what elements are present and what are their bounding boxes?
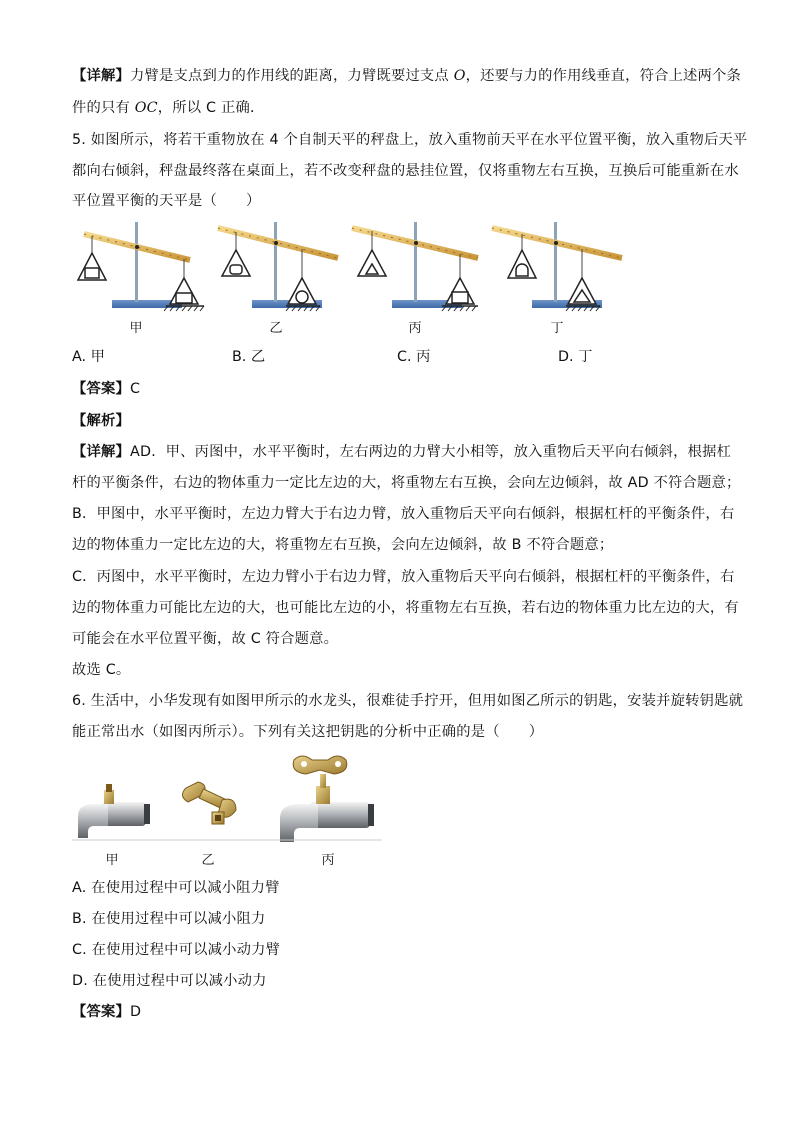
answer-value: D [130,1004,142,1020]
question-6-line1: 6. 生活中，小华发现有如图甲所示的水龙头，很难徒手拧开，但用如图乙所示的钥匙，安装并旋转钥匙就 [72,693,744,709]
detail-text: 力臂是支点到力的作用线的距离，力臂既要过支点 [130,68,454,84]
answer-q6 [72,1002,141,1022]
figure-caption-yi: 乙 [201,853,215,868]
detail-line-6: 边的物体重力可能比左边的大，也可能比左边的小，将重物左右互换，若右边的物体重力比左边的大，有 [72,600,739,616]
faucet-bing-image [280,756,374,842]
detail-line-5: C．丙图中，水平平衡时，左边力臂小于右边力臂，放入重物后天平向右倾斜，根据杠杆的平衡条件，右 [72,569,735,585]
answer-tag: 【答案】 [72,381,130,397]
faucet-figures [72,754,382,846]
pivot-symbol: O [453,68,466,84]
detail-line-2: 杆的平衡条件，右边的物体重力一定比左边的大，将重物左右互换，会向左边倾斜，故 AD 不符合题意； [72,475,741,491]
detail-tag: 【详解】 [72,68,130,84]
option-d: D. 丁 [558,349,593,365]
option-a: A. 在使用过程中可以减小阻力臂 [72,880,280,896]
detail-tag: 【详解】 [72,444,130,460]
analysis-heading [72,411,130,431]
figure-caption-yi: 乙 [269,321,283,336]
option-b: B. 乙 [232,349,266,365]
answer-value: C [130,381,141,397]
figure-caption-bing: 丙 [321,853,335,868]
detail-paragraph-q4 [72,66,741,86]
analysis-tag: 【解析】 [72,413,130,429]
option-a: A. 甲 [72,349,105,365]
balance-figure-jia [78,222,204,311]
balance-figure-ding [492,222,622,311]
option-b: B. 在使用过程中可以减小阻力 [72,911,266,927]
detail-text: AD．甲、丙图中，水平平衡时，左右两边的力臂大小相等，放入重物后天平向右倾斜，根据杠 [130,444,732,460]
balance-figure-yi [218,222,338,311]
option-d: D. 在使用过程中可以减小动力 [72,973,267,989]
detail-line-1 [72,442,731,462]
option-c: C. 在使用过程中可以减小动力臂 [72,942,281,958]
balance-figure-bing [352,222,478,311]
detail-paragraph-q4-cont [72,98,264,118]
detail-line-4: 边的物体重力一定比左边的大，将重物左右互换，会向左边倾斜，故 B 不符合题意； [72,537,614,553]
answer-q5 [72,379,140,399]
key-yi-image [182,782,236,824]
figure-caption-jia: 甲 [105,853,119,868]
segment-symbol: OC [134,100,158,116]
detail-text: 件的只有 [72,100,135,116]
detail-line-3: B．甲图中，水平平衡时，左边力臂大于右边力臂，放入重物后天平向右倾斜，根据杠杆的平衡条件，右 [72,506,735,522]
detail-line-8: 故选 C。 [72,662,131,678]
question-6-line2: 能正常出水（如图丙所示）。下列有关这把钥匙的分析中正确的是（ ） [72,724,544,740]
detail-line-7: 可能会在水平位置平衡，故 C 符合题意。 [72,631,339,647]
detail-text: ，所以 C 正确． [157,100,265,116]
question-5-line3: 平位置平衡的天平是（ ） [72,193,261,209]
figure-caption-jia: 甲 [129,321,143,336]
detail-text: ，还要与力的作用线垂直，符合上述两个条 [465,68,742,84]
figure-caption-bing: 丙 [408,321,422,336]
option-c: C. 丙 [397,349,431,365]
answer-tag: 【答案】 [72,1004,130,1020]
faucet-jia-image [78,784,150,838]
question-5-line1: 5. 如图所示，将若干重物放在 4 个自制天平的秤盘上，放入重物前天平在水平位置平衡，放入重物后天平 [72,132,748,148]
figure-caption-ding: 丁 [550,321,564,336]
question-5-line2: 都向右倾斜，秤盘最终落在桌面上，若不改变秤盘的悬挂位置，仅将重物左右互换，互换后可能重新在水 [72,163,739,179]
